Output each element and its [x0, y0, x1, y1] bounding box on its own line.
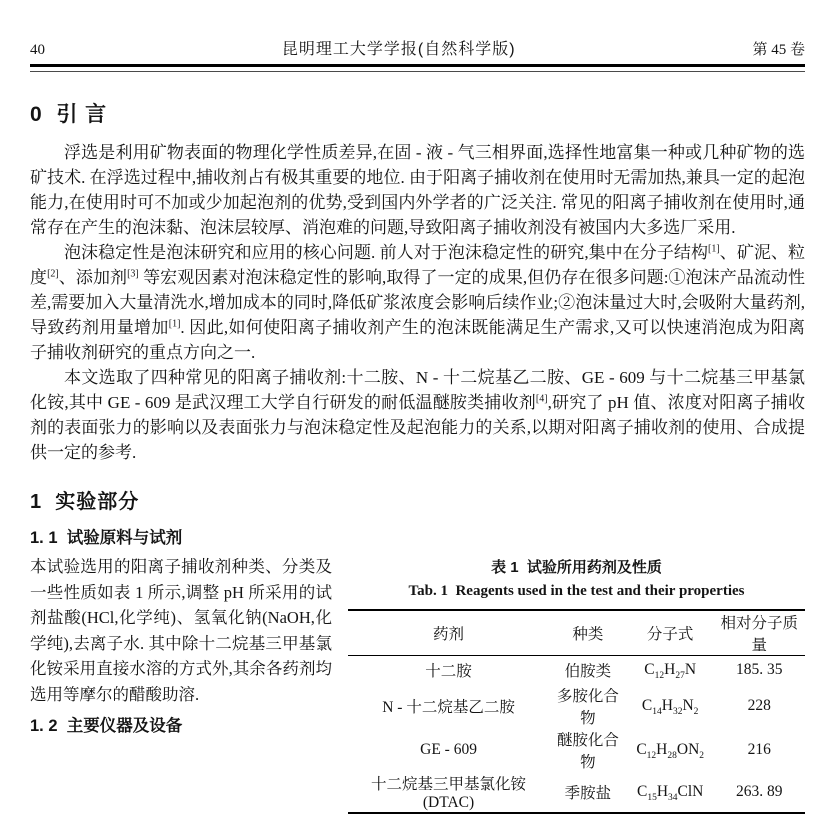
cell-type: 醚胺化合物 [556, 732, 619, 771]
cell-reagent: GE - 609 [420, 741, 477, 758]
column-header-mw: 相对分子质量 [720, 615, 799, 654]
column-header-type: 种类 [572, 626, 604, 643]
table-row [348, 772, 805, 813]
section-heading-experiment: 1 实验部分 [30, 491, 140, 513]
intro-paragraph-2: 泡沫稳定性是泡沫研究和应用的核心问题. 前人对于泡沫稳定性的研究,集中在分子结构[1]、矿泥、粒度[2]、添加剂[3] 等宏观因素对泡沫稳定性的影响,取得了一定的成果,但仍存在很多问题:①泡沫产品流动性差,需要加入大量清洗水,增加成本的同时,降低矿浆浓度会影响后续作业;②泡沫量过大时,会吸附大量药剂,导致药剂用量增加[1]. 因此,如何使阳离子捕收剂产生的泡沫既能满足生产需求,又可以快速消泡成为阳离子捕收剂研究的重点方向之一. [30, 243, 806, 362]
header-rule-thin [30, 71, 805, 72]
cell-mw: 263. 89 [736, 783, 783, 800]
subsection-heading-materials: 1. 1 试验原料与试剂 [30, 529, 183, 547]
cell-formula: $C_{14}H_{32}N_2$ [641, 697, 699, 718]
table-row [348, 684, 805, 728]
table-row [348, 656, 805, 685]
column-header-reagent: 药剂 [433, 626, 465, 643]
cell-reagent: 十二烷基三甲基氯化铵(DTAC) [371, 776, 527, 811]
intro-paragraph-1: 浮选是利用矿物表面的物理化学性质差异,在固 - 液 - 气三相界面,选择性地富集一种或几种矿物的选矿技术. 在浮选过程中,捕收剂占有极其重要的地位. 由于阳离子捕收剂在使用时无需加热,兼具一定的起泡能力,在使用时可不加或少加起泡剂的优势,受到国内外学者的广泛关注. 常见的阳离子捕收剂在使用时,通常存在产生的泡沫黏、泡沫层较厚、消泡难的问题,导致阳离子捕收剂没有被国内大多选厂采用. [30, 143, 805, 237]
cell-type: 伯胺类 [564, 663, 612, 680]
cell-mw: 228 [747, 697, 771, 714]
reagents-table [348, 609, 805, 814]
running-head [30, 36, 805, 59]
cell-mw: 185. 35 [736, 661, 783, 678]
cell-formula: $C_{12}H_{27}N$ [644, 661, 697, 682]
volume-label: 第 45 卷 [752, 42, 805, 58]
cell-formula: $C_{15}H_{34}ClN$ [636, 783, 704, 804]
subsection-heading-instruments: 1. 2 主要仪器及设备 [30, 717, 183, 735]
right-column [348, 554, 805, 814]
cell-mw: 216 [747, 741, 771, 758]
cell-type: 多胺化合物 [556, 688, 619, 727]
cell-type: 季胺盐 [564, 785, 612, 802]
section-heading-intro: 0 引 言 [30, 103, 108, 126]
cell-formula: $C_{12}H_{28}ON_2$ [636, 741, 705, 762]
table1-title-en: Tab. 1 Reagents used in the test and their properties [408, 583, 745, 599]
header-rule-thick [30, 64, 805, 67]
cell-reagent: 十二胺 [425, 663, 472, 680]
left-column [30, 554, 332, 814]
cell-reagent: N - 十二烷基乙二胺 [382, 699, 515, 716]
two-column-area [30, 554, 805, 814]
column-header-formula: 分子式 [646, 626, 694, 643]
intro-paragraph-3: 本文选取了四种常见的阳离子捕收剂:十二胺、N - 十二烷基乙二胺、GE - 609 与十二烷基三甲基氯化铵,其中 GE - 609 是武汉理工大学自行研发的耐低温醚胺类捕收剂[4],研究了 pH 值、浓度对阳离子捕收剂的表面张力的影响以及表面张力与泡沫稳定性及起泡能力的关系,以期对阳离子捕收剂的使用、合成提供一定的参考. [30, 368, 805, 462]
page-number: 40 [30, 42, 45, 58]
table-header-row [348, 610, 805, 656]
materials-text: 本试验选用的阳离子捕收剂种类、分类及一些性质如表 1 所示,调整 pH 所采用的试剂盐酸(HCl,化学纯)、氢氧化钠(NaOH,化学纯),去离子水. 其中除十二烷基三甲基氯化铵采用直接水溶的方式外,其余各药剂均选用等摩尔的醋酸助溶. [30, 557, 332, 704]
table-row [348, 728, 805, 772]
journal-title: 昆明理工大学学报(自然科学版) [281, 41, 516, 58]
table1-title-zh: 表 1 试验所用药剂及性质 [491, 559, 662, 576]
